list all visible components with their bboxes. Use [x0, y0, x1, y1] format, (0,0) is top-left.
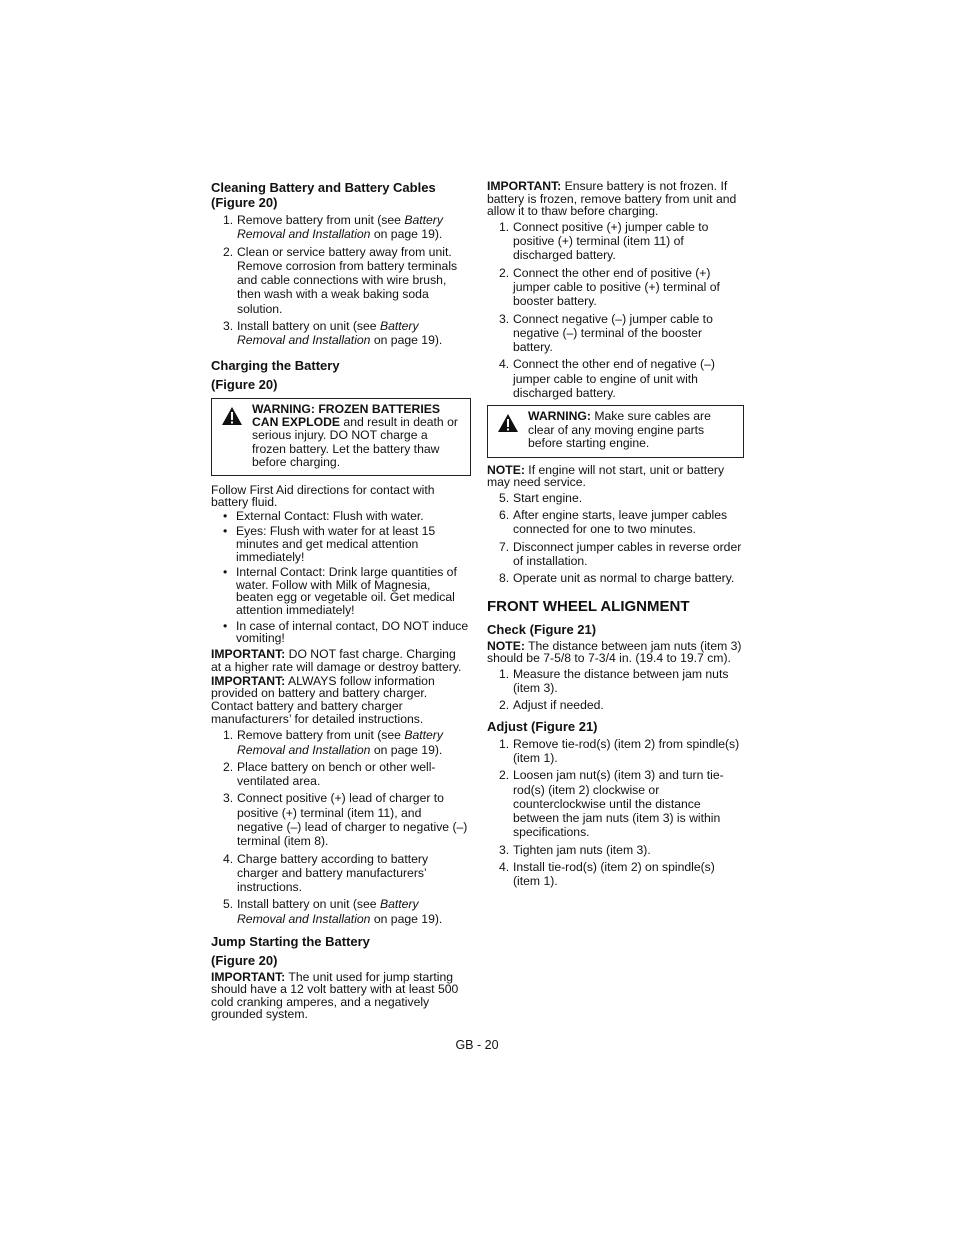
adjust-heading: Adjust (Figure 21) — [487, 718, 598, 734]
adjust-steps — [487, 737, 744, 889]
bullet-icon: • — [223, 508, 228, 523]
page-number: GB - 20 — [455, 1038, 499, 1052]
list-item — [211, 319, 469, 348]
step-text: Adjust if needed. — [513, 698, 604, 713]
step-text: Remove battery from unit (see — [237, 728, 405, 743]
bullet-icon: • — [223, 524, 228, 539]
list-item — [211, 897, 469, 926]
bullet-item — [211, 620, 469, 645]
list-item — [211, 852, 469, 895]
warning-icon — [497, 413, 519, 433]
step-text: Remove tie-rod(s) (item 2) from spindle(s) (item 1). — [513, 736, 740, 765]
warning-icon — [221, 406, 243, 426]
step-text: Measure the distance between jam nuts (item 3). — [513, 666, 729, 696]
step-text-after: on page 19). — [370, 227, 443, 242]
step-text: Place battery on bench or other well-ventilated area. — [237, 759, 436, 789]
step-text: Install battery on unit (see — [237, 897, 380, 912]
frozen-warning-text: and result in death or serious injury. DO NOT charge a frozen battery. Let the battery thaw before charging. — [252, 415, 458, 470]
list-item — [487, 266, 744, 309]
step-number: 4. — [499, 859, 510, 874]
step-text: Connect positive (+) lead of charger to positive (+) terminal (item 11), and negative (–) lead of charger to negative (–) terminal (item 8). — [237, 791, 468, 849]
list-item — [487, 737, 744, 766]
important-text: ALWAYS follow information provided on battery and battery charger. Contact battery and battery charger manufacturers’ for detailed instructions. — [211, 673, 435, 726]
step-number: 4. — [223, 851, 234, 866]
step-text: After engine starts, leave jumper cables connected for one to two minutes. — [513, 508, 728, 537]
jump-steps-a — [487, 220, 744, 401]
step-text-after: on page 19). — [370, 333, 443, 348]
check-steps — [487, 667, 744, 713]
step-number: 7. — [499, 539, 510, 554]
bullet-text: External Contact: Flush with water. — [236, 508, 424, 523]
step-text-after: on page 19). — [370, 911, 443, 926]
step-text: Start engine. — [513, 490, 583, 505]
step-text: Clean or service battery away from unit. Remove corrosion from battery terminals and cable connections with wire brush, then wash with a weak baking soda solution. — [237, 244, 458, 316]
step-text: Install battery on unit (see — [237, 319, 380, 334]
step-text: Connect the other end of negative (–) jumper cable to engine of unit with discharged battery. — [513, 357, 715, 401]
list-item — [487, 698, 744, 712]
important-label: IMPORTANT: — [211, 673, 286, 688]
step-reference: Battery Removal and Installation — [237, 319, 419, 348]
bullet-item — [211, 510, 469, 523]
important-text: Ensure battery is not frozen. If battery is frozen, remove battery from unit and allow it to thaw before charging. — [487, 179, 737, 219]
cleaning-steps — [211, 213, 469, 348]
bullet-icon: • — [223, 565, 228, 580]
step-number: 2. — [223, 244, 234, 259]
step-number: 2. — [223, 759, 234, 774]
list-item — [487, 491, 744, 505]
step-number: 1. — [223, 728, 234, 743]
charging-steps — [211, 728, 469, 926]
step-number: 6. — [499, 508, 510, 523]
first-aid-intro: Follow First Aid directions for contact with battery fluid. — [211, 482, 435, 510]
step-text: Loosen jam nut(s) (item 3) and turn tie-rod(s) (item 2) clockwise or counterclockwise until the distance between the jam nuts (item 3) is within specifications. — [513, 768, 724, 840]
bullet-item — [211, 566, 469, 616]
jump-heading: Jump Starting the Battery — [211, 934, 370, 950]
step-number: 2. — [499, 698, 510, 713]
list-item — [487, 357, 744, 400]
bullet-item — [211, 525, 469, 563]
list-item — [211, 791, 469, 848]
bullet-text: Internal Contact: Drink large quantities of water. Follow with Milk of Magnesia, beaten egg or vegetable oil. Get medical attention immediately! — [236, 565, 457, 618]
step-number: 5. — [499, 490, 510, 505]
charging-heading-figure: (Figure 20) — [211, 376, 278, 392]
important-fast-charge — [211, 648, 469, 674]
step-number: 4. — [499, 357, 510, 372]
list-item — [211, 760, 469, 789]
step-reference: Battery Removal and Installation — [237, 897, 419, 926]
list-item — [211, 728, 469, 757]
important-jump-unit — [211, 971, 469, 1021]
step-text: Charge battery according to battery charger and battery manufacturers’ instructions. — [237, 851, 429, 895]
note-label: NOTE: — [487, 638, 525, 653]
charging-heading: Charging the Battery — [211, 357, 340, 373]
step-number: 2. — [499, 768, 510, 783]
step-number: 3. — [223, 319, 234, 334]
important-follow-info — [211, 675, 469, 725]
step-number: 3. — [499, 311, 510, 326]
list-item — [487, 768, 744, 839]
frozen-warning-label: WARNING: FROZEN BATTERIES CAN EXPLODE — [252, 401, 440, 430]
step-reference: Battery Removal and Installation — [237, 728, 443, 757]
first-aid-bullets — [211, 510, 469, 645]
step-number: 1. — [499, 219, 510, 234]
step-text: Operate unit as normal to charge battery. — [513, 571, 735, 586]
important-text: The unit used for jump starting should have a 12 volt battery with at least 500 cold cranking amperes, and a negatively grounded system. — [211, 970, 459, 1022]
front-wheel-alignment-heading: FRONT WHEEL ALIGNMENT — [487, 597, 690, 615]
step-number: 1. — [499, 736, 510, 751]
note-text: The distance between jam nuts (item 3) should be 7-5/8 to 7-3/4 in. (19.4 to 19.7 cm). — [487, 638, 742, 666]
list-item — [487, 667, 744, 696]
note-jam-nut-distance — [487, 640, 744, 665]
step-number: 5. — [223, 897, 234, 912]
important-label: IMPORTANT: — [211, 646, 286, 661]
bullet-icon: • — [223, 618, 228, 633]
important-label: IMPORTANT: — [487, 179, 562, 193]
note-label: NOTE: — [487, 462, 525, 477]
bullet-text: Eyes: Flush with water for at least 15 minutes and get medical attention immediately! — [236, 524, 436, 564]
bullet-text: In case of internal contact, DO NOT induce vomiting! — [236, 618, 469, 646]
important-text: DO NOT fast charge. Charging at a higher rate will damage or destroy battery. — [211, 646, 462, 674]
important-not-frozen — [487, 180, 744, 218]
frozen-battery-warning — [211, 398, 471, 476]
step-text-after: on page 19). — [370, 742, 443, 757]
list-item — [211, 245, 469, 316]
list-item — [487, 860, 744, 889]
cables-warning-text: Make sure cables are clear of any moving engine parts before starting engine. — [528, 409, 711, 451]
step-text: Remove battery from unit (see — [237, 213, 405, 227]
list-item — [487, 508, 744, 537]
step-number: 2. — [499, 265, 510, 280]
step-number: 1. — [499, 666, 510, 681]
step-text: Tighten jam nuts (item 3). — [513, 842, 651, 857]
step-number: 3. — [223, 791, 234, 806]
step-reference: Battery Removal and Installation — [237, 213, 443, 242]
jump-steps-b — [487, 491, 744, 586]
right-column — [487, 180, 744, 892]
step-number: 3. — [499, 842, 510, 857]
step-number: 1. — [223, 213, 234, 227]
jump-heading-figure: (Figure 20) — [211, 953, 278, 969]
note-text: If engine will not start, unit or battery may need service. — [487, 462, 725, 490]
list-item — [487, 312, 744, 355]
list-item — [211, 213, 469, 242]
cables-warning-label: WARNING: — [528, 409, 591, 424]
cables-warning — [487, 405, 744, 457]
note-engine-service — [487, 464, 744, 489]
step-text: Install tie-rod(s) (item 2) on spindle(s) (item 1). — [513, 859, 715, 889]
cleaning-heading: Cleaning Battery and Battery Cables (Figure 20) — [211, 180, 436, 210]
step-text: Connect positive (+) jumper cable to positive (+) terminal (item 11) of discharged battery. — [513, 219, 709, 263]
list-item — [487, 571, 744, 585]
step-text: Disconnect jumper cables in reverse order of installation. — [513, 539, 742, 568]
step-number: 8. — [499, 571, 510, 586]
list-item — [487, 220, 744, 263]
check-heading: Check (Figure 21) — [487, 621, 597, 637]
list-item — [487, 540, 744, 569]
important-label: IMPORTANT: — [211, 970, 286, 985]
left-column — [211, 180, 469, 1021]
list-item — [487, 843, 744, 857]
step-text: Connect negative (–) jumper cable to negative (–) terminal of the booster battery. — [513, 311, 713, 355]
step-text: Connect the other end of positive (+) jumper cable to positive (+) terminal of booster battery. — [513, 265, 720, 309]
